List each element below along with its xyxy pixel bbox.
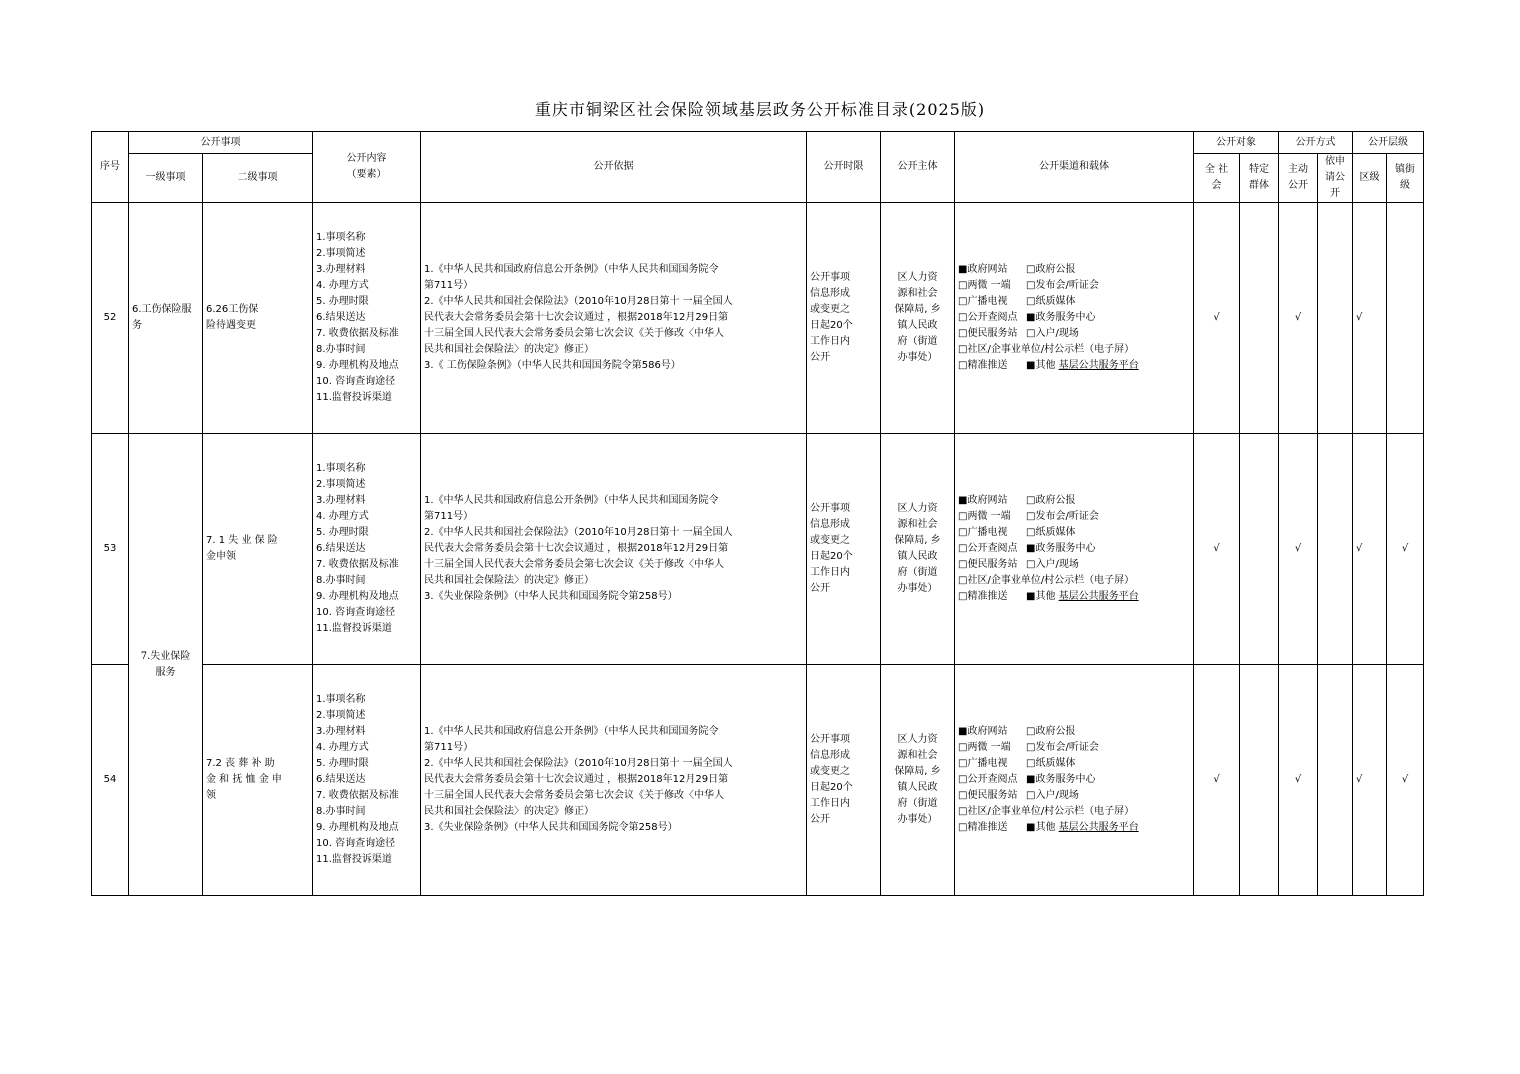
channel-option: □广播电视 [958, 758, 1008, 769]
cell-line: 6.结果送达 [316, 774, 366, 785]
cell-line: 民共和国社会保险法〉的决定》修正） [424, 575, 594, 586]
channel-option: □两微 一端 [958, 742, 1011, 753]
channel-option: □纸质媒体 [1026, 296, 1076, 307]
cell-line: 第711号） [424, 742, 474, 753]
channel-row [958, 310, 1191, 326]
cell-line: 公开 [810, 583, 830, 594]
cell-line: 4. 办理方式 [316, 511, 369, 522]
cell-line: 2.《中华人民共和国社会保险法》（2010年10月28日第十 一届全国人 [424, 527, 733, 538]
cell-line: 10. 咨询查询途径 [316, 376, 396, 387]
header-subject: 公开主体 [881, 132, 955, 203]
row-subject [881, 434, 955, 665]
cell-line: 区人力资 [897, 734, 938, 745]
cell-line: 6.结果送达 [316, 312, 366, 323]
cell-line: 日起20个 [810, 782, 853, 793]
header-items-group: 公开事项 [129, 132, 313, 154]
cell-line: 公开事项 [810, 503, 850, 514]
cell-line: 公开 [810, 352, 830, 363]
cell-line: 区人力资 [897, 503, 938, 514]
row-basis [421, 203, 807, 434]
channel-row [958, 278, 1191, 294]
row-channels [955, 665, 1194, 896]
cell-line: 保障局, 乡 [894, 535, 941, 546]
cell-line: 1.事项名称 [316, 463, 366, 474]
row-target-all: √ [1194, 434, 1240, 665]
cell-line: 民代表大会常务委员会第十七次会议通过 ，根据2018年12月29日第 [424, 774, 729, 785]
channel-option: ■其他 基层公共服务平台 [1026, 360, 1139, 371]
channel-option: □社区/企事业单位/村公示栏（电子屏） [958, 575, 1135, 586]
cell-line: 4. 办理方式 [316, 280, 369, 291]
cell-line: 十三届全国人民代表大会常务委员会第七次会议《关于修改〈中华人 [424, 559, 724, 570]
cell-line: 十三届全国人民代表大会常务委员会第七次会议《关于修改〈中华人 [424, 790, 724, 801]
channel-option: □政府公报 [1026, 264, 1076, 275]
channel-option: ■政府网站 [958, 264, 1008, 275]
channel-row [958, 589, 1191, 605]
header-level2: 二级事项 [203, 154, 313, 203]
channel-row [958, 804, 1191, 820]
cell-line: 第711号） [424, 280, 474, 291]
channel-row [958, 541, 1191, 557]
channel-row [958, 740, 1191, 756]
row-seq: 52 [92, 203, 129, 434]
cell-line: 府（街道 [897, 336, 938, 347]
header-mode-active: 主动公开 [1279, 154, 1318, 203]
channel-option: ■政务服务中心 [1026, 543, 1096, 554]
cell-line: 工作日内 [810, 567, 850, 578]
row-mode-active: √ [1279, 434, 1318, 665]
row-time-limit [807, 203, 881, 434]
cell-line: 3.《失业保险条例》（中华人民共和国国务院令第258号） [424, 591, 678, 602]
cell-line: 1.《中华人民共和国政府信息公开条例》（中华人民共和国国务院令 [424, 264, 719, 275]
cell-line: 8.办事时间 [316, 575, 366, 586]
cell-line: 6.结果送达 [316, 543, 366, 554]
cell-line: 民代表大会常务委员会第十七次会议通过 ，根据2018年12月29日第 [424, 312, 729, 323]
channel-row [958, 294, 1191, 310]
cell-line: 9. 办理机构及地点 [316, 360, 399, 371]
channel-row [958, 509, 1191, 525]
row-level-town [1387, 203, 1424, 434]
cell-line: 11.监督投诉渠道 [316, 623, 392, 634]
cell-line: 公开 [810, 814, 830, 825]
channel-row [958, 724, 1191, 740]
header-level-district: 区级 [1353, 154, 1387, 203]
row-level-district: √ [1353, 665, 1387, 896]
cell-line: 11.监督投诉渠道 [316, 392, 392, 403]
channel-option: □两微 一端 [958, 511, 1011, 522]
row-level-district: √ [1353, 434, 1387, 665]
cell-line: 民共和国社会保险法〉的决定》修正） [424, 806, 594, 817]
cell-line: 镇人民政 [897, 320, 938, 331]
cell-line: 7. 收费依据及标准 [316, 790, 399, 801]
header-mode-apply: 依申请公开 [1318, 154, 1353, 203]
row-seq: 53 [92, 434, 129, 665]
channel-option: □社区/企事业单位/村公示栏（电子屏） [958, 806, 1135, 817]
cell-line: 5. 办理时限 [316, 296, 369, 307]
row-level-district: √ [1353, 203, 1387, 434]
channel-option: □社区/企事业单位/村公示栏（电子屏） [958, 344, 1135, 355]
channel-row [958, 262, 1191, 278]
cell-line: 府（街道 [897, 798, 938, 809]
row-basis [421, 665, 807, 896]
cell-line: 镇人民政 [897, 551, 938, 562]
channel-option: □两微 一端 [958, 280, 1011, 291]
cell-line: 2.事项简述 [316, 248, 366, 259]
channel-row [958, 493, 1191, 509]
cell-line: 8.办事时间 [316, 344, 366, 355]
cell-line: 10. 咨询查询途径 [316, 607, 396, 618]
row-basis [421, 434, 807, 665]
cell-line: 3.办理材料 [316, 726, 366, 737]
channel-option: ■政务服务中心 [1026, 312, 1096, 323]
channel-option: □精准推送 [958, 360, 1008, 371]
cell-line: 5. 办理时限 [316, 758, 369, 769]
channel-row [958, 326, 1191, 342]
channel-option: □便民服务站 [958, 790, 1018, 801]
channel-row [958, 788, 1191, 804]
row-time-limit [807, 665, 881, 896]
row-mode-apply [1318, 203, 1353, 434]
cell-line: 源和社会 [897, 750, 938, 761]
channel-option: □纸质媒体 [1026, 758, 1076, 769]
header-seq: 序号 [92, 132, 129, 203]
cell-line: 十三届全国人民代表大会常务委员会第七次会议《关于修改〈中华人 [424, 328, 724, 339]
cell-line: 保障局, 乡 [894, 304, 941, 315]
channel-row [958, 820, 1191, 836]
channel-option: □精准推送 [958, 591, 1008, 602]
cell-line: 区人力资 [897, 272, 938, 283]
channel-row [958, 525, 1191, 541]
cell-line: 3.办理材料 [316, 264, 366, 275]
cell-line: 7. 收费依据及标准 [316, 559, 399, 570]
cell-line: 1.《中华人民共和国政府信息公开条例》（中华人民共和国国务院令 [424, 726, 719, 737]
header-target-all: 全 社 会 [1194, 154, 1240, 203]
cell-line: 源和社会 [897, 519, 938, 530]
cell-line: 10. 咨询查询途径 [316, 838, 396, 849]
row-level2: 6.26工伤保险待遇变更 [203, 203, 313, 434]
channel-option: □公开查阅点 [958, 774, 1018, 785]
cell-line: 9. 办理机构及地点 [316, 591, 399, 602]
cell-line: 8.办事时间 [316, 806, 366, 817]
cell-line: 3.办理材料 [316, 495, 366, 506]
row-mode-active: √ [1279, 665, 1318, 896]
cell-line: 民代表大会常务委员会第十七次会议通过 ，根据2018年12月29日第 [424, 543, 729, 554]
channel-option: □发布会/听证会 [1026, 280, 1099, 291]
cell-line: 公开事项 [810, 734, 850, 745]
cell-line: 4. 办理方式 [316, 742, 369, 753]
cell-line: 11.监督投诉渠道 [316, 854, 392, 865]
header-target-specific: 特定群体 [1240, 154, 1279, 203]
cell-line: 2.《中华人民共和国社会保险法》（2010年10月28日第十 一届全国人 [424, 758, 733, 769]
channel-option: ■政府网站 [958, 726, 1008, 737]
channel-row [958, 342, 1191, 358]
header-time-limit: 公开时限 [807, 132, 881, 203]
table-row [92, 434, 1424, 665]
row-subject [881, 203, 955, 434]
cell-line: 1.《中华人民共和国政府信息公开条例》（中华人民共和国国务院令 [424, 495, 719, 506]
row-target-specific [1240, 665, 1279, 896]
channel-option: □发布会/听证会 [1026, 511, 1099, 522]
row-content [313, 203, 421, 434]
row-content [313, 434, 421, 665]
table-row [92, 665, 1424, 896]
header-level-town: 镇街级 [1387, 154, 1424, 203]
cell-line: 源和社会 [897, 288, 938, 299]
cell-line: 办事处） [897, 583, 938, 594]
cell-line: 公开事项 [810, 272, 850, 283]
cell-line: 或变更之 [810, 535, 850, 546]
header-mode-group: 公开方式 [1279, 132, 1353, 154]
row-level1: 6.工伤保险服务 [129, 203, 203, 434]
row-channels [955, 434, 1194, 665]
header-level-group: 公开层级 [1353, 132, 1424, 154]
cell-line: 信息形成 [810, 519, 850, 530]
channel-option: □公开查阅点 [958, 543, 1018, 554]
row-target-all: √ [1194, 665, 1240, 896]
cell-line: 工作日内 [810, 336, 850, 347]
cell-line: 信息形成 [810, 288, 850, 299]
row-time-limit [807, 434, 881, 665]
cell-line: 1.事项名称 [316, 232, 366, 243]
header-basis: 公开依据 [421, 132, 807, 203]
channel-option: □公开查阅点 [958, 312, 1018, 323]
cell-line: 2.事项简述 [316, 479, 366, 490]
cell-line: 7. 收费依据及标准 [316, 328, 399, 339]
cell-line: 3.《失业保险条例》（中华人民共和国国务院令第258号） [424, 822, 678, 833]
row-level-town: √ [1387, 434, 1424, 665]
page-title: 重庆市铜梁区社会保险领域基层政务公开标准目录(2025版) [534, 100, 986, 119]
row-seq: 54 [92, 665, 129, 896]
cell-line: 府（街道 [897, 567, 938, 578]
channel-option: □发布会/听证会 [1026, 742, 1099, 753]
channel-option: □入户/现场 [1026, 559, 1079, 570]
cell-line: 民共和国社会保险法〉的决定》修正） [424, 344, 594, 355]
channel-row [958, 358, 1191, 374]
row-level1-merged: 7.失业保险服务 [129, 434, 203, 896]
channel-option: ■其他 基层公共服务平台 [1026, 822, 1139, 833]
channel-option: □纸质媒体 [1026, 527, 1076, 538]
cell-line: 3.《 工伤保险条例》（中华人民共和国国务院令第586号） [424, 360, 681, 371]
cell-line: 2.《中华人民共和国社会保险法》（2010年10月28日第十 一届全国人 [424, 296, 733, 307]
cell-line: 日起20个 [810, 320, 853, 331]
cell-line: 9. 办理机构及地点 [316, 822, 399, 833]
row-content [313, 665, 421, 896]
cell-line: 或变更之 [810, 304, 850, 315]
cell-line: 保障局, 乡 [894, 766, 941, 777]
header-level1: 一级事项 [129, 154, 203, 203]
catalog-table [91, 131, 1424, 896]
header-content: 公开内容 （要素） [313, 132, 421, 203]
channel-option: □政府公报 [1026, 495, 1076, 506]
channel-row [958, 772, 1191, 788]
channel-option: □广播电视 [958, 296, 1008, 307]
channel-option: ■其他 基层公共服务平台 [1026, 591, 1139, 602]
channel-row [958, 573, 1191, 589]
channel-option: □便民服务站 [958, 559, 1018, 570]
row-channels [955, 203, 1194, 434]
row-mode-active: √ [1279, 203, 1318, 434]
channel-option: ■政务服务中心 [1026, 774, 1096, 785]
cell-line: 5. 办理时限 [316, 527, 369, 538]
cell-line: 或变更之 [810, 766, 850, 777]
row-level2: 7. 1 失 业 保 险 金申领 [203, 434, 313, 665]
channel-option: □广播电视 [958, 527, 1008, 538]
channel-row [958, 557, 1191, 573]
channel-option: ■政府网站 [958, 495, 1008, 506]
channel-option: □入户/现场 [1026, 328, 1079, 339]
channel-option: □政府公报 [1026, 726, 1076, 737]
channel-row [958, 756, 1191, 772]
row-level2: 7.2 丧 葬 补 助 金 和 抚 恤 金 申领 [203, 665, 313, 896]
table-row [92, 203, 1424, 434]
header-target-group: 公开对象 [1194, 132, 1279, 154]
row-target-all: √ [1194, 203, 1240, 434]
cell-line: 日起20个 [810, 551, 853, 562]
row-subject [881, 665, 955, 896]
cell-line: 工作日内 [810, 798, 850, 809]
header-channels: 公开渠道和载体 [955, 132, 1194, 203]
cell-line: 镇人民政 [897, 782, 938, 793]
header-row-1 [92, 132, 1424, 154]
cell-line: 信息形成 [810, 750, 850, 761]
cell-line: 1.事项名称 [316, 694, 366, 705]
row-mode-apply [1318, 665, 1353, 896]
channel-option: □精准推送 [958, 822, 1008, 833]
cell-line: 第711号） [424, 511, 474, 522]
row-mode-apply [1318, 434, 1353, 665]
channel-option: □便民服务站 [958, 328, 1018, 339]
row-level-town: √ [1387, 665, 1424, 896]
cell-line: 2.事项简述 [316, 710, 366, 721]
channel-option: □入户/现场 [1026, 790, 1079, 801]
cell-line: 办事处） [897, 814, 938, 825]
row-target-specific [1240, 434, 1279, 665]
cell-line: 办事处） [897, 352, 938, 363]
row-target-specific [1240, 203, 1279, 434]
